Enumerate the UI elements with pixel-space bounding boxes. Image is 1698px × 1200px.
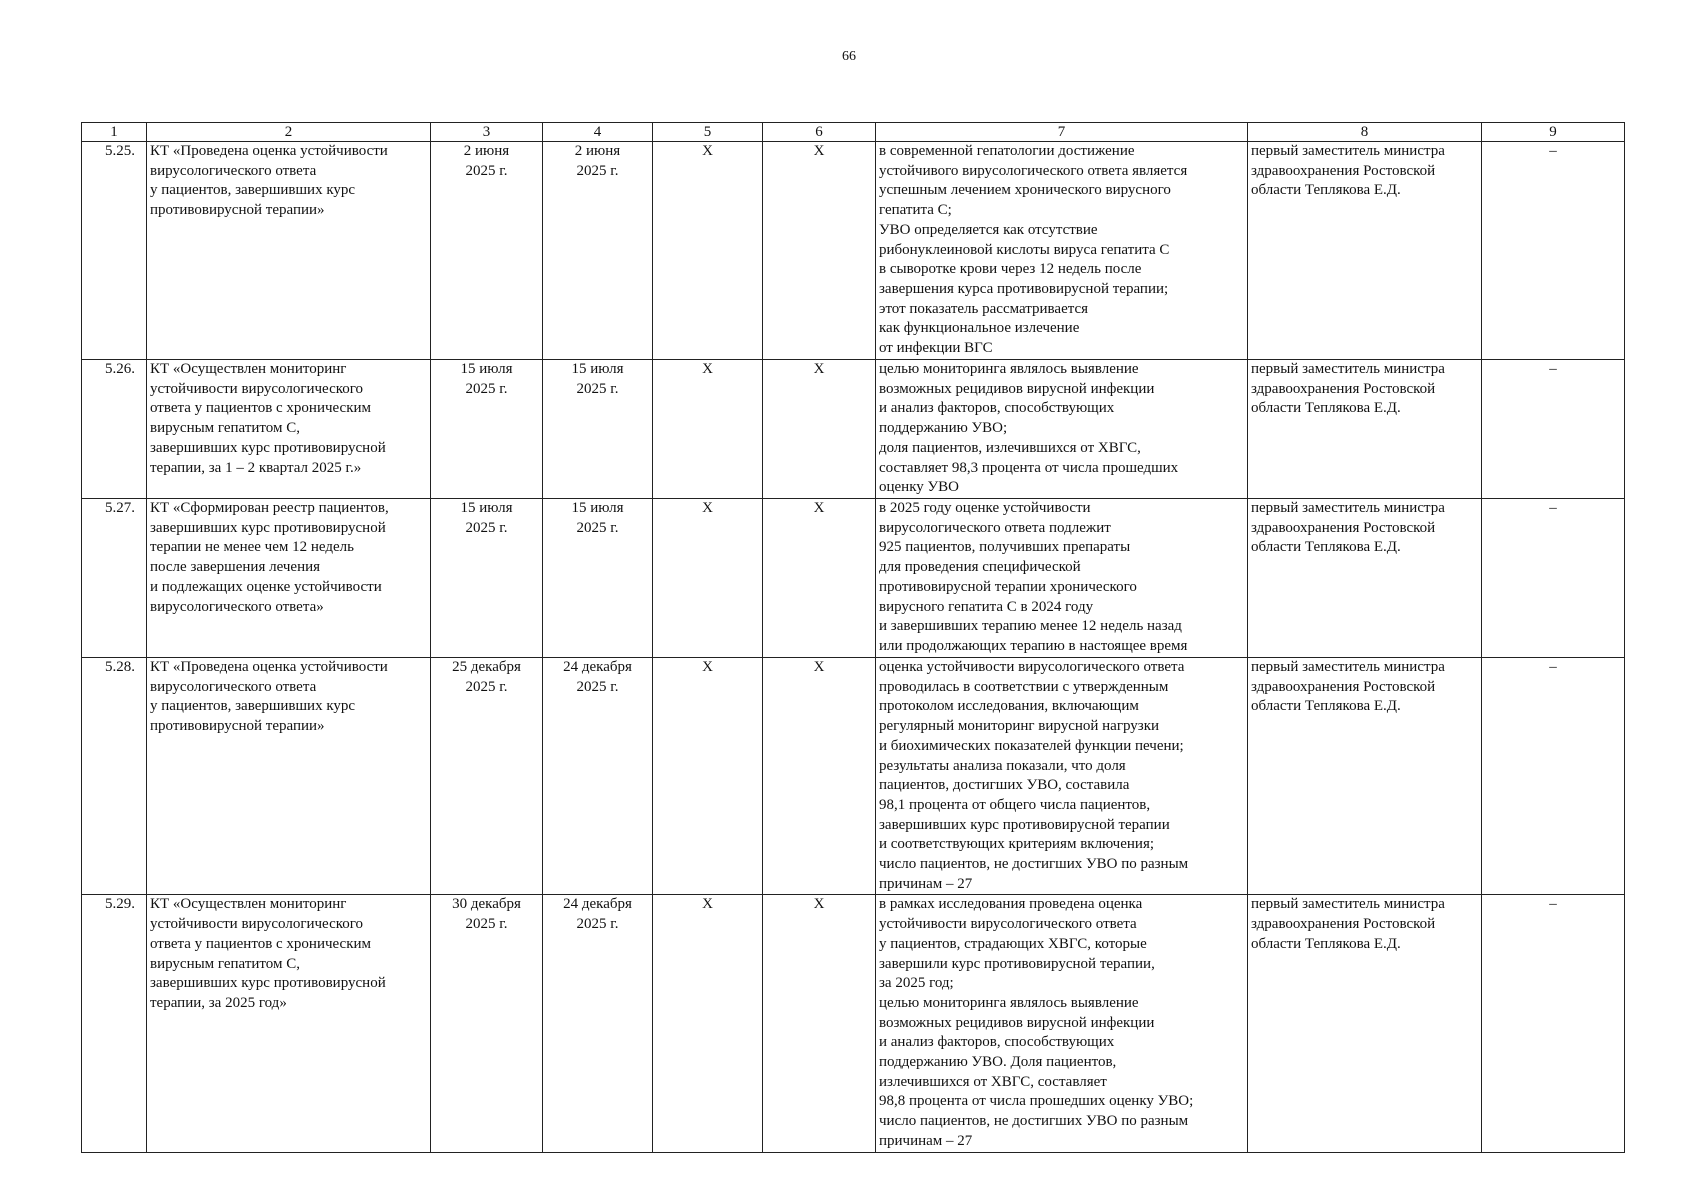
column-header: 4 <box>543 123 653 142</box>
actual-date: 15 июля 2025 г. <box>543 360 653 499</box>
column-9-dash: – <box>1482 499 1625 658</box>
row-number: 5.27. <box>82 499 147 658</box>
planned-date: 30 декабря 2025 г. <box>431 895 543 1152</box>
column-header: 6 <box>763 123 876 142</box>
responsible-person: первый заместитель министра здравоохранения Ростовской области Теплякова Е.Д. <box>1248 142 1482 360</box>
table-row <box>82 499 1625 658</box>
column-5-mark: Х <box>653 658 763 895</box>
table-header-row <box>82 123 1625 142</box>
row-number: 5.28. <box>82 658 147 895</box>
column-9-dash: – <box>1482 360 1625 499</box>
responsible-person: первый заместитель министра здравоохранения Ростовской области Теплякова Е.Д. <box>1248 499 1482 658</box>
event-description: КТ «Проведена оценка устойчивости вирусологического ответа у пациентов, завершивших курс противовирусной терапии» <box>147 142 431 360</box>
table-row <box>82 658 1625 895</box>
column-6-mark: Х <box>763 499 876 658</box>
planned-date: 15 июля 2025 г. <box>431 499 543 658</box>
result-description: оценка устойчивости вирусологического ответа проводилась в соответствии с утвержденным протоколом исследования, включающим регулярный мониторинг вирусной нагрузки и биохимических показателей функции печени; результаты анализа показали, что доля пациентов, достигших УВО, составила 98,1 процента от общего числа пациентов, завершивших курс противовирусной терапии и соответствующих критериям включения; число пациентов, не достигших УВО по разным причинам – 27 <box>876 658 1248 895</box>
control-points-table <box>81 122 1625 1153</box>
table-row <box>82 895 1625 1152</box>
page-number: 66 <box>842 49 856 64</box>
planned-date: 15 июля 2025 г. <box>431 360 543 499</box>
column-5-mark: Х <box>653 895 763 1152</box>
table-row <box>82 360 1625 499</box>
result-description: в 2025 году оценке устойчивости вирусологического ответа подлежит 925 пациентов, получивших препараты для проведения специфической противовирусной терапии хронического вирусного гепатита С в 2024 году и завершивших терапию менее 12 недель назад или продолжающих терапию в настоящее время <box>876 499 1248 658</box>
column-5-mark: Х <box>653 142 763 360</box>
event-description: КТ «Осуществлен мониторинг устойчивости вирусологического ответа у пациентов с хроническим вирусным гепатитом С, завершивших курс противовирусной терапии, за 2025 год» <box>147 895 431 1152</box>
column-6-mark: Х <box>763 360 876 499</box>
column-header: 2 <box>147 123 431 142</box>
planned-date: 25 декабря 2025 г. <box>431 658 543 895</box>
table-row <box>82 142 1625 360</box>
row-number: 5.25. <box>82 142 147 360</box>
column-header: 8 <box>1248 123 1482 142</box>
actual-date: 24 декабря 2025 г. <box>543 658 653 895</box>
actual-date: 15 июля 2025 г. <box>543 499 653 658</box>
result-description: целью мониторинга являлось выявление возможных рецидивов вирусной инфекции и анализ факторов, способствующих поддержанию УВО; доля пациентов, излечившихся от ХВГС, составляет 98,3 процента от числа прошедших оценку УВО <box>876 360 1248 499</box>
column-6-mark: Х <box>763 658 876 895</box>
planned-date: 2 июня 2025 г. <box>431 142 543 360</box>
column-header: 9 <box>1482 123 1625 142</box>
column-9-dash: – <box>1482 895 1625 1152</box>
column-5-mark: Х <box>653 360 763 499</box>
column-header: 5 <box>653 123 763 142</box>
column-6-mark: Х <box>763 142 876 360</box>
result-description: в рамках исследования проведена оценка устойчивости вирусологического ответа у пациентов, страдающих ХВГС, которые завершили курс противовирусной терапии, за 2025 год; целью мониторинга являлось выявление возможных рецидивов вирусной инфекции и анализ факторов, способствующих поддержанию УВО. Доля пациентов, излечившихся от ХВГС, составляет 98,8 процента от числа прошедших оценку УВО; число пациентов, не достигших УВО по разным причинам – 27 <box>876 895 1248 1152</box>
row-number: 5.29. <box>82 895 147 1152</box>
column-header: 1 <box>82 123 147 142</box>
actual-date: 2 июня 2025 г. <box>543 142 653 360</box>
actual-date: 24 декабря 2025 г. <box>543 895 653 1152</box>
result-description: в современной гепатологии достижение устойчивого вирусологического ответа является успешным лечением хронического вирусного гепатита С; УВО определяется как отсутствие рибонуклеиновой кислоты вируса гепатита С в сыворотке крови через 12 недель после завершения курса противовирусной терапии; этот показатель рассматривается как функциональное излечение от инфекции ВГС <box>876 142 1248 360</box>
event-description: КТ «Сформирован реестр пациентов, завершивших курс противовирусной терапии не менее чем 12 недель после завершения лечения и подлежащих оценке устойчивости вирусологического ответа» <box>147 499 431 658</box>
column-header: 7 <box>876 123 1248 142</box>
responsible-person: первый заместитель министра здравоохранения Ростовской области Теплякова Е.Д. <box>1248 658 1482 895</box>
row-number: 5.26. <box>82 360 147 499</box>
event-description: КТ «Проведена оценка устойчивости вирусологического ответа у пациентов, завершивших курс противовирусной терапии» <box>147 658 431 895</box>
column-9-dash: – <box>1482 142 1625 360</box>
event-description: КТ «Осуществлен мониторинг устойчивости вирусологического ответа у пациентов с хроническим вирусным гепатитом С, завершивших курс противовирусной терапии, за 1 – 2 квартал 2025 г.» <box>147 360 431 499</box>
column-header: 3 <box>431 123 543 142</box>
column-6-mark: Х <box>763 895 876 1152</box>
responsible-person: первый заместитель министра здравоохранения Ростовской области Теплякова Е.Д. <box>1248 360 1482 499</box>
column-9-dash: – <box>1482 658 1625 895</box>
column-5-mark: Х <box>653 499 763 658</box>
responsible-person: первый заместитель министра здравоохранения Ростовской области Теплякова Е.Д. <box>1248 895 1482 1152</box>
